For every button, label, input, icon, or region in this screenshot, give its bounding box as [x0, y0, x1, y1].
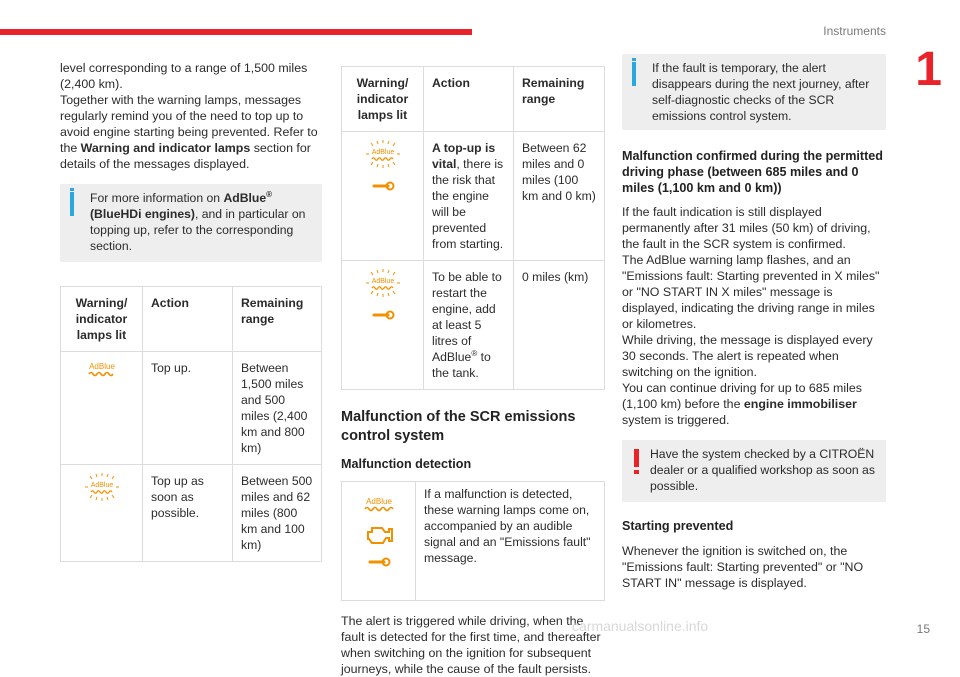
svg-text:AdBlue: AdBlue	[371, 149, 394, 156]
table-row: AdBlue Top up. Between 1,500 miles and 500 miles (2,400 km and 800 km)	[61, 352, 322, 465]
column-1	[60, 60, 322, 562]
info-icon	[70, 192, 74, 216]
svg-text:AdBlue: AdBlue	[365, 497, 392, 506]
service-wrench-icon	[374, 183, 394, 190]
subsection-title: Starting prevented	[622, 519, 734, 533]
warning-note: Have the system checked by a CITROËN dealer or a qualified workshop as soon as possible.	[622, 440, 886, 502]
info-note: For more information on AdBlue® (BlueHDi engines), and in particular on topping up, refer to the corresponding section.	[60, 184, 322, 262]
info-icon	[632, 62, 636, 86]
subsection-title: Malfunction detection	[341, 457, 472, 471]
paragraph: The AdBlue warning lamp flashes, and an "Emissions fault: Starting prevented in X miles" or "NO START IN X miles" message is displayed, indicating the driving range in miles or kilometres.	[622, 253, 880, 331]
malfunction-lamps-icon	[359, 494, 399, 576]
column-header: Action	[143, 287, 233, 352]
svg-text:AdBlue: AdBlue	[88, 362, 115, 371]
column-header: Action	[424, 67, 514, 132]
adblue-flashing-lamp-icon	[82, 473, 122, 503]
paragraph: If the fault indication is still displayed permanently after 31 miles (50 km) of driving, the fault in the SCR system is confirmed.	[622, 205, 871, 251]
engine-check-icon	[368, 528, 392, 543]
table-row	[342, 482, 605, 601]
adblue-range-table	[60, 286, 322, 562]
paragraph: The alert is triggered while driving, when the fault is detected for the first time, and thereafter when switching on the ignition for subsequent journeys, while the cause of the fault persists.	[341, 614, 601, 676]
paragraph: level corresponding to a range of 1,500 miles (2,400 km).	[60, 61, 308, 91]
paragraph: You can continue driving for up to 685 miles (1,100 km) before the engine immobiliser system is triggered.	[622, 381, 862, 427]
svg-text:AdBlue: AdBlue	[371, 278, 394, 285]
chapter-number: 1	[915, 43, 942, 96]
column-header: Warning/ indicator lamps lit	[342, 67, 424, 132]
column-header: Remaining range	[514, 67, 605, 132]
column-header: Warning/ indicator lamps lit	[61, 287, 143, 352]
warning-icon	[634, 449, 639, 467]
table-row: AdBlue To be able to restart the engine, add at least 5 litres of AdBlue® to the tank. 0 miles (km)	[342, 261, 605, 390]
table-row: AdBlue Top up as soon as possible. Between 500 miles and 62 miles (800 km and 100 km)	[61, 465, 322, 562]
section-title: Malfunction of the SCR emissions control system	[341, 409, 576, 444]
svg-text:AdBlue: AdBlue	[90, 482, 113, 489]
paragraph: Whenever the ignition is switched on, the "Emissions fault: Starting prevented" or "NO START IN" message is displayed.	[622, 544, 864, 590]
column-2	[341, 66, 605, 677]
adblue-lamp-icon	[365, 497, 393, 511]
page-number: 15	[916, 622, 930, 636]
adblue-flashing-lamp-icon	[363, 140, 403, 198]
watermark: carmanualsonline.info	[572, 618, 709, 634]
column-3	[622, 54, 886, 591]
header-accent-bar	[0, 29, 472, 35]
paragraph: While driving, the message is displayed every 30 seconds. The alert is repeated when switching on the ignition.	[622, 333, 873, 379]
malfunction-detect-text: If a malfunction is detected, these warning lamps come on, accompanied by an audible signal and an "Emissions fault" message.	[416, 482, 605, 601]
malfunction-table	[341, 481, 605, 601]
column-header: Remaining range	[233, 287, 322, 352]
info-note: If the fault is temporary, the alert disappears during the next journey, after self-diagnostic checks of the SCR emissions control system.	[622, 54, 886, 130]
adblue-flashing-lamp-icon	[363, 269, 403, 327]
subsection-title: Malfunction confirmed during the permitted driving phase (between 685 miles and 0 miles (1,100 km and 0 km))	[622, 149, 883, 195]
header-title: Instruments	[823, 24, 886, 38]
adblue-lamp-icon	[85, 360, 119, 380]
service-wrench-icon	[374, 312, 394, 319]
adblue-critical-table	[341, 66, 605, 390]
paragraph: Together with the warning lamps, messages regularly remind you of the need to top up to avoid engine starting being prevented. Refer to the Warning and indicator lamps section for details of the messages displayed.	[60, 93, 318, 171]
table-row: AdBlue A top-up is vital, there is the risk that the engine will be prevented from starting. Between 62 miles and 0 miles (100 km and 0 km)	[342, 132, 605, 261]
service-wrench-icon	[370, 559, 390, 566]
